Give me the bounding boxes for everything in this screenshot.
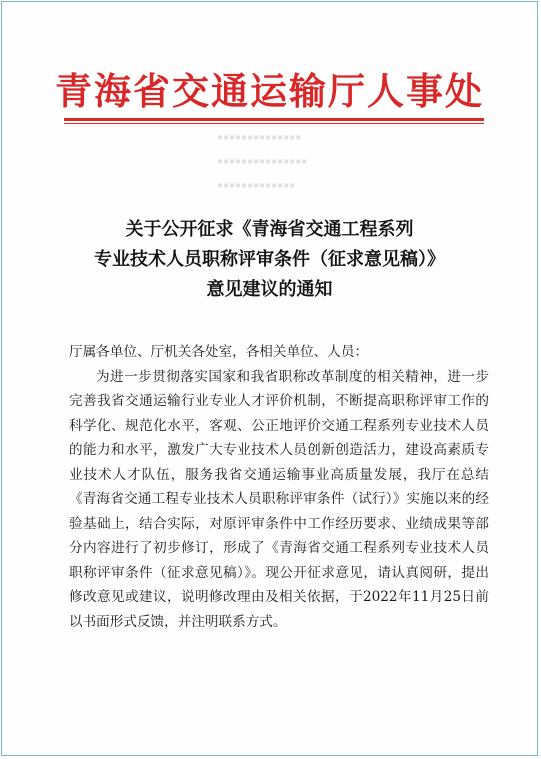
document-page <box>1 1 538 756</box>
notice-title-line-1: 关于公开征求《青海省交通工程系列 <box>125 219 414 240</box>
letterhead-rule-thick <box>64 118 484 121</box>
notice-body-paragraph: 为进一步贯彻落实国家和我省职称改革制度的相关精神，进一步完善我省交通运输行业专业人才评价机制，不断提高职称评审工作的科学化、规范化水平，客观、公正地评价交通工程系列专业技术人员的能力和水平，激发广大专业技术人员创新创造活力，建设高素质专业技术人才队伍，服务我省交通运输事业高质量发展，我厅在总结《青海省交通工程专业技术人员职称评审条件（试行）》实施以来的经验基础上，结合实际，对原评审条件中工作经历要求、业绩成果等部分内容进行了初步修订，形成了《青海省交通工程系列专业技术人员职称评审条件（征求意见稿）》。现公开征求意见，请认真阅研，提出修改意见或建议，说明修改理由及相关依据，于2022年11月25日前以书面形式反馈，并注明联系方式。 <box>69 368 489 630</box>
notice-title-line-3: 意见建议的通知 <box>206 279 333 300</box>
letterhead-rule-thin <box>64 123 484 124</box>
reverse-side-bleed-through: ▪▪▪▪▪▪▪▪▪▪▪▪▪▪ ▪▪▪▪▪▪▪▪▪▪▪▪▪▪▪ ▪▪▪▪▪▪▪▪▪▪▪▪▪ <box>217 132 308 191</box>
notice-salutation: 厅属各单位、厅机关各处室，各相关单位、人员： <box>69 344 369 360</box>
notice-title-line-2: 专业技术人员职称评审条件（征求意见稿）》 <box>94 249 445 270</box>
letterhead-org-name: 青海省交通运输厅人事处 <box>55 70 484 113</box>
notice-title <box>2 215 537 305</box>
notice-body <box>69 340 489 634</box>
